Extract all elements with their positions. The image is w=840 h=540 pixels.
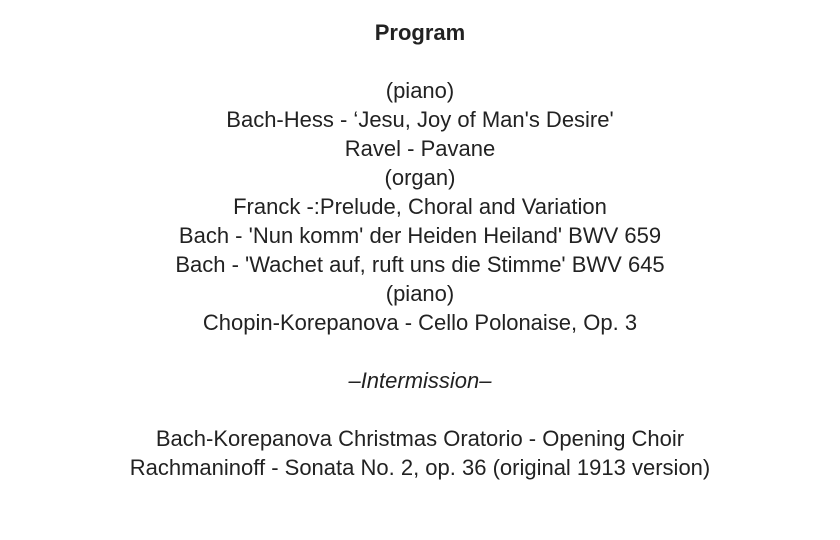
program-item: Bach-Hess - ‘Jesu, Joy of Man's Desire'	[226, 107, 614, 132]
program-listing	[0, 18, 840, 482]
program-item: Ravel - Pavane	[344, 136, 496, 161]
program-item: Franck -:Prelude, Choral and Variation	[233, 194, 607, 219]
program-item: Bach-Korepanova Christmas Oratorio - Opening Choir	[155, 426, 685, 451]
spacer	[0, 47, 840, 76]
spacer	[0, 337, 840, 366]
section-label-organ: (organ)	[384, 165, 456, 190]
program-title: Program	[374, 20, 466, 45]
intermission-label: –Intermission–	[348, 368, 492, 393]
program-item: Chopin-Korepanova - Cello Polonaise, Op. 3	[202, 310, 638, 335]
section-label-piano: (piano)	[385, 281, 455, 306]
program-item: Bach - 'Nun komm' der Heiden Heiland' BWV 659	[178, 223, 662, 248]
program-item: Rachmaninoff - Sonata No. 2, op. 36 (original 1913 version)	[129, 455, 711, 480]
section-label-piano: (piano)	[385, 78, 455, 103]
spacer	[0, 395, 840, 424]
program-item: Bach - 'Wachet auf, ruft uns die Stimme' BWV 645	[175, 252, 665, 277]
